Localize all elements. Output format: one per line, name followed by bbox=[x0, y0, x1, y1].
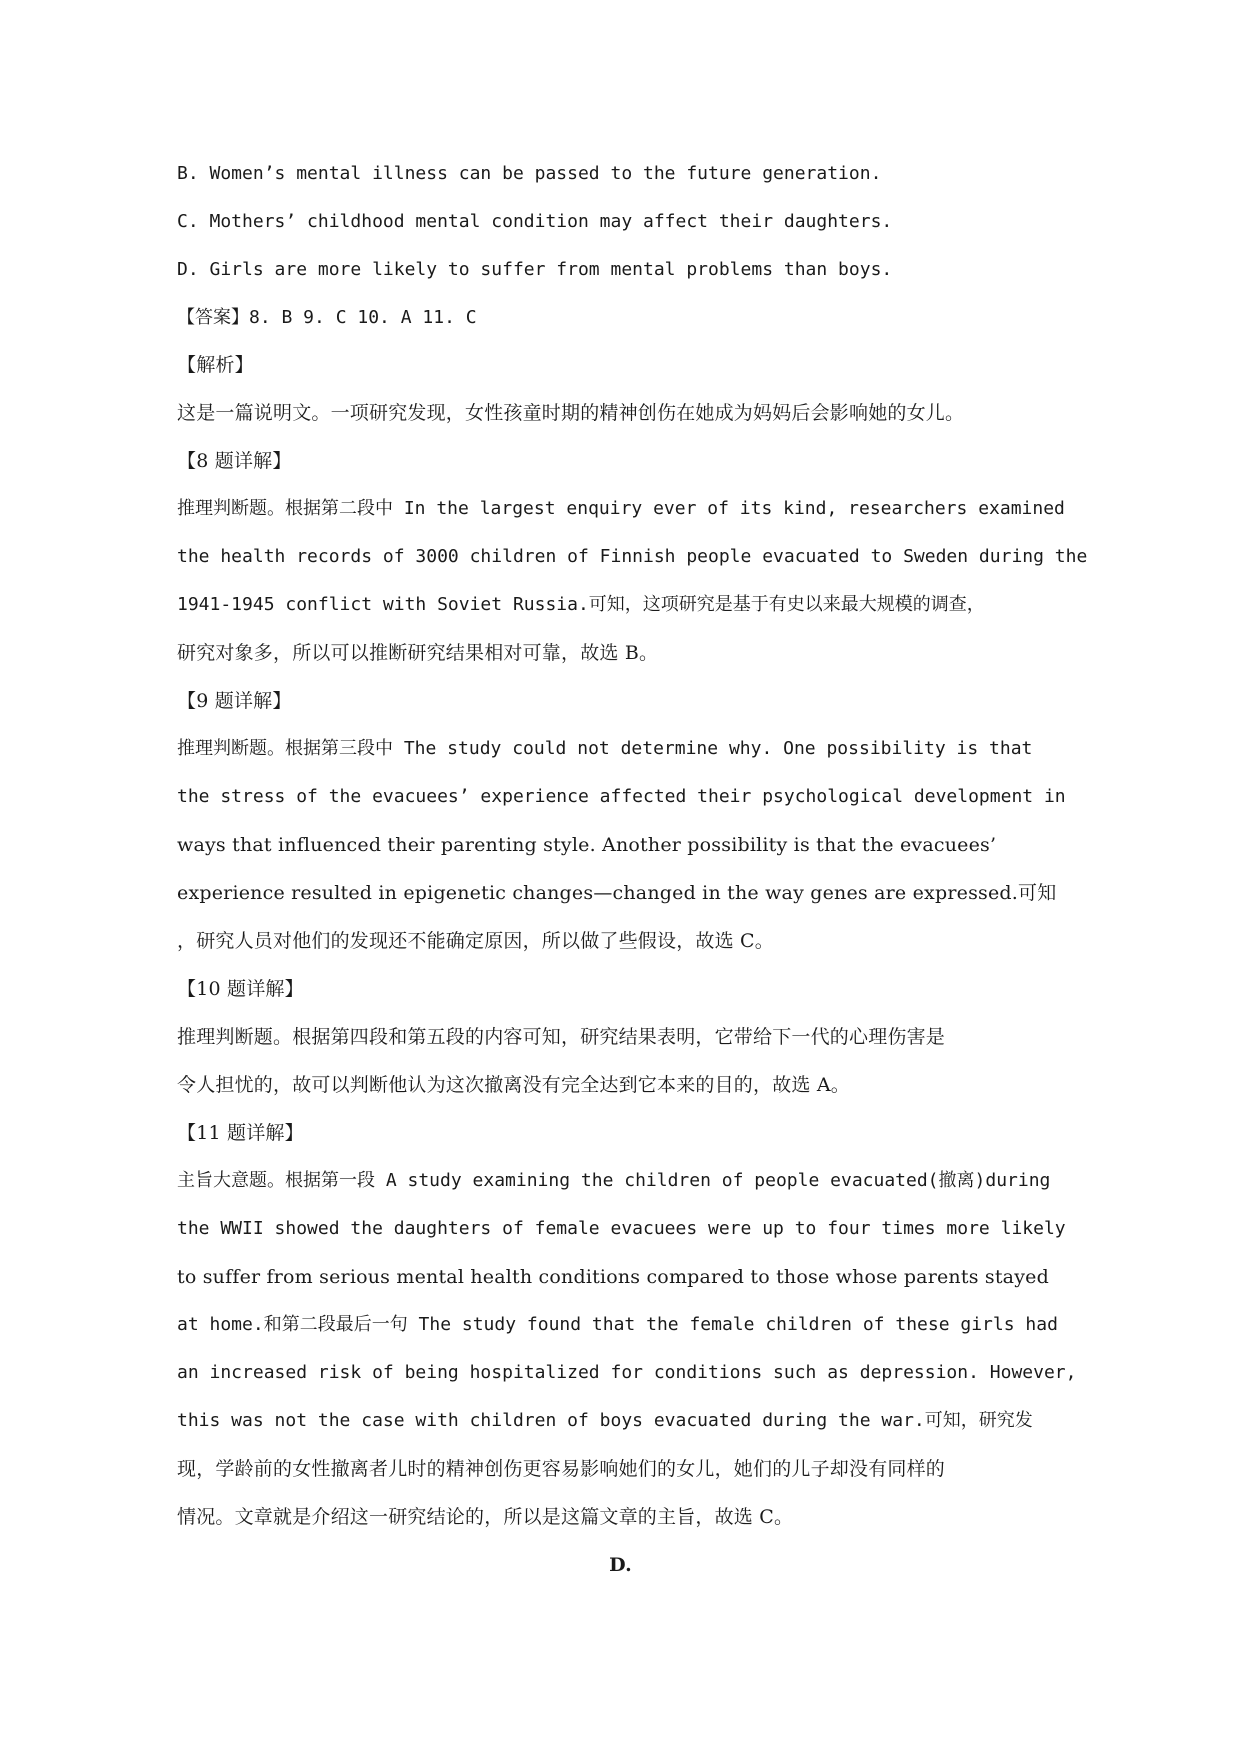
q11-line-4: at home.和第二段最后一句 The study found that the female children of these girls had bbox=[177, 1314, 1058, 1335]
q9-line-4: experience resulted in epigenetic changes—changed in the way genes are expressed.可知 bbox=[177, 882, 1057, 904]
q8-line-3: 1941-1945 conflict with Soviet Russia.可知，这项研究是基于有史以来最大规模的调查， bbox=[177, 594, 985, 615]
q11-line-6: this was not the case with children of boys evacuated during the war.可知，研究发 bbox=[177, 1410, 1033, 1431]
q11-heading: 【11 题详解】 bbox=[177, 1122, 304, 1144]
q10-heading: 【10 题详解】 bbox=[177, 978, 304, 1000]
q11-line-3: to suffer from serious mental health conditions compared to those whose parents stayed bbox=[177, 1266, 1049, 1288]
summary-line: 这是一篇说明文。一项研究发现，女性孩童时期的精神创伤在她成为妈妈后会影响她的女儿。 bbox=[177, 402, 965, 424]
q8-line-4: 研究对象多，所以可以推断研究结果相对可靠，故选 B。 bbox=[177, 642, 659, 664]
q9-line-1: 推理判断题。根据第三段中 The study could not determine why. One possibility is that bbox=[177, 738, 1033, 759]
option-d: D. Girls are more likely to suffer from mental problems than boys. bbox=[177, 259, 893, 280]
q8-line-1: 推理判断题。根据第二段中 In the largest enquiry ever of its kind, researchers examined bbox=[177, 498, 1065, 519]
q11-line-2: the WWII showed the daughters of female evacuees were up to four times more likely bbox=[177, 1218, 1066, 1239]
q11-line-7: 现，学龄前的女性撤离者儿时的精神创伤更容易影响她们的女儿，她们的儿子却没有同样的 bbox=[177, 1458, 946, 1480]
option-c: C. Mothers’ childhood mental condition may affect their daughters. bbox=[177, 211, 893, 232]
next-section-label: D. bbox=[609, 1554, 632, 1576]
q9-line-2: the stress of the evacuees’ experience affected their psychological development in bbox=[177, 786, 1066, 807]
q10-line-2: 令人担忧的，故可以判断他认为这次撤离没有完全达到它本来的目的，故选 A。 bbox=[177, 1074, 850, 1096]
q8-heading: 【8 题详解】 bbox=[177, 450, 292, 472]
q8-line-2: the health records of 3000 children of Finnish people evacuated to Sweden during the bbox=[177, 546, 1088, 567]
q11-line-8: 情况。文章就是介绍这一研究结论的，所以是这篇文章的主旨，故选 C。 bbox=[177, 1506, 794, 1528]
q9-line-5: ，研究人员对他们的发现还不能确定原因，所以做了些假设，故选 C。 bbox=[177, 930, 774, 952]
q9-line-3: ways that influenced their parenting style. Another possibility is that the evacuees’ bbox=[177, 834, 997, 856]
option-b: B. Women’s mental illness can be passed to the future generation. bbox=[177, 163, 882, 184]
q9-heading: 【9 题详解】 bbox=[177, 690, 292, 712]
analysis-heading: 【解析】 bbox=[177, 354, 254, 376]
q11-line-5: an increased risk of being hospitalized for conditions such as depression. However, bbox=[177, 1362, 1077, 1383]
answer-line: 【答案】8. B 9. C 10. A 11. C bbox=[177, 307, 477, 328]
q10-line-1: 推理判断题。根据第四段和第五段的内容可知，研究结果表明，它带给下一代的心理伤害是 bbox=[177, 1026, 946, 1048]
q11-line-1: 主旨大意题。根据第一段 A study examining the children of people evacuated(撤离)during bbox=[177, 1170, 1051, 1191]
